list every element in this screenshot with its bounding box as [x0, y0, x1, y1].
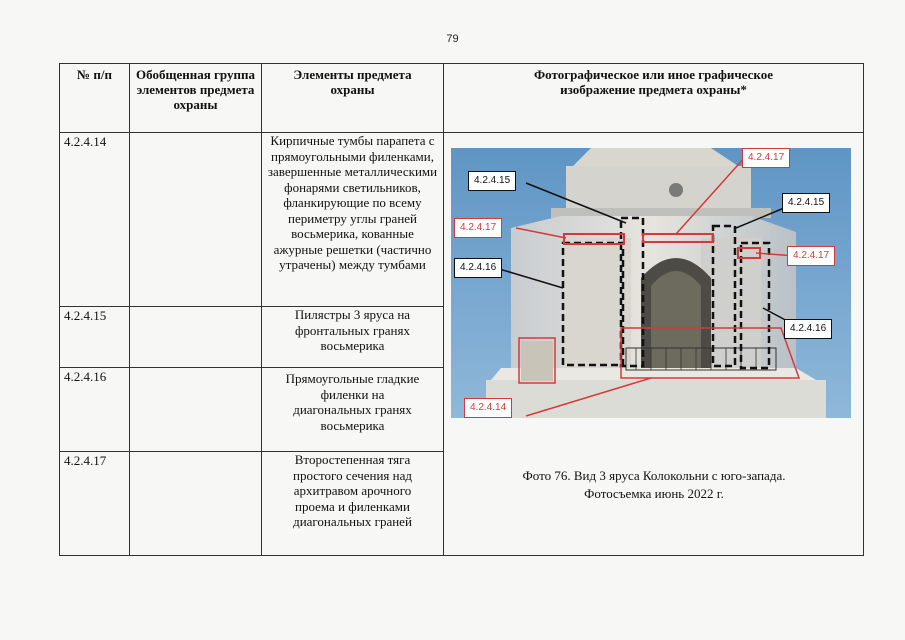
- photo-label-4-2-4-15-right: 4.2.4.15: [782, 193, 830, 213]
- header-row: [60, 64, 864, 133]
- photo-label-4-2-4-15-left: 4.2.4.15: [468, 171, 516, 191]
- page-number: 79: [446, 33, 459, 45]
- photo-label-4-2-4-17-left: 4.2.4.17: [454, 218, 502, 238]
- photo-label-4-2-4-17-right: 4.2.4.17: [787, 246, 835, 266]
- row-element-text: Прямоугольные гладкие филенки на диагональных гранях восьмерика: [262, 368, 444, 452]
- row-group: [130, 307, 262, 368]
- photo-label-4-2-4-17-top: 4.2.4.17: [742, 148, 790, 168]
- row-group: [130, 452, 262, 556]
- photo-label-4-2-4-16-left: 4.2.4.16: [454, 258, 502, 278]
- row-element-text: Кирпичные тумбы парапета с прямоугольными филенками, завершенные металлическими фонарями светильников, фланкирующие по всему периметру углы граней восьмерика, кованные ажурные решетки (частично утрачены) между тумбами: [262, 133, 444, 307]
- row-number: 4.2.4.14: [60, 133, 130, 307]
- belltower-photo: [451, 148, 851, 418]
- photo-caption: [444, 467, 864, 503]
- caption-line-1: Фото 76. Вид 3 яруса Колокольни с юго-запада.: [522, 468, 786, 483]
- row-number: 4.2.4.16: [60, 368, 130, 452]
- photo-label-4-2-4-14-bottom: 4.2.4.14: [464, 398, 512, 418]
- row-number: 4.2.4.15: [60, 307, 130, 368]
- header-num: № п/п: [60, 64, 130, 133]
- photo-cell: [444, 133, 864, 556]
- row-element-text: Пилястры 3 яруса на фронтальных гранях восьмерика: [262, 307, 444, 368]
- caption-line-2: Фотосъемка июнь 2022 г.: [584, 486, 724, 501]
- protection-table: [59, 63, 864, 556]
- header-image: Фотографическое или иное графическое изображение предмета охраны*: [444, 64, 864, 133]
- header-group: Обобщенная группа элементов предмета охраны: [130, 64, 262, 133]
- row-number: 4.2.4.17: [60, 452, 130, 556]
- row-group: [130, 133, 262, 307]
- row-element-text: Второстепенная тяга простого сечения над архитравом арочного проема и филенками диагональных граней: [262, 452, 444, 556]
- row-group: [130, 368, 262, 452]
- table-row: [60, 133, 864, 307]
- photo-label-4-2-4-16-right: 4.2.4.16: [784, 319, 832, 339]
- header-elements: Элементы предмета охраны: [262, 64, 444, 133]
